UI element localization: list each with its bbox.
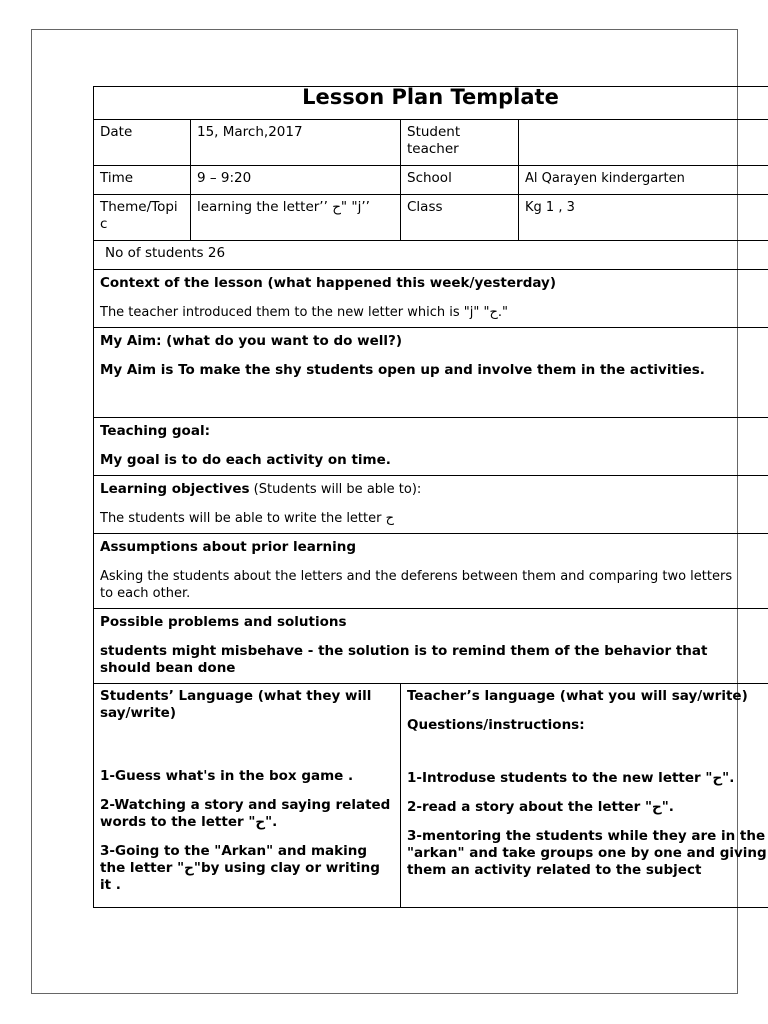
assumptions-label: Assumptions about prior learning [100, 539, 357, 555]
students-language-item: 1-Guess what's in the box game . [100, 768, 354, 784]
theme-value: learning the letter’’ ح" "j’’ [191, 195, 401, 241]
document-title: Lesson Plan Template [94, 87, 768, 120]
context-text: The teacher introduced them to the new letter which is "j" "ح." [100, 305, 509, 320]
teachers-language-item: 2-read a story about the letter "ح". [407, 799, 674, 815]
problems-section [94, 609, 768, 684]
school-label: School [401, 166, 519, 195]
lesson-plan-table [93, 86, 768, 908]
date-label: Date [94, 120, 191, 166]
theme-label: Theme/Topic [94, 195, 191, 241]
student-teacher-label: Student teacher [401, 120, 519, 166]
students-language-item: 3-Going to the "Arkan" and making the letter "ح"by using clay or writing it . [100, 843, 380, 893]
students-language-item: 2-Watching a story and saying related words to the letter "ح". [100, 797, 391, 830]
aim-text: My Aim is To make the shy students open up and involve them in the activities. [100, 362, 705, 378]
time-label: Time [94, 166, 191, 195]
goal-label: Teaching goal: [100, 423, 210, 439]
aim-label: My Aim: (what do you want to do well?) [100, 333, 403, 349]
teachers-language-sublabel: Questions/instructions: [407, 717, 585, 733]
teachers-language-cell [401, 684, 768, 908]
teachers-language-item: 1-Introduse students to the new letter "ح". [407, 770, 735, 786]
aim-section [94, 328, 768, 418]
class-label: Class [401, 195, 519, 241]
date-value: 15, March,2017 [191, 120, 401, 166]
problems-text: students might misbehave - the solution is to remind them of the behavior that should bean done [100, 643, 708, 676]
student-teacher-value [519, 120, 768, 166]
objectives-section [94, 476, 768, 534]
teachers-language-label: Teacher’s language (what you will say/write) [407, 688, 748, 704]
students-language-cell [94, 684, 401, 908]
problems-label: Possible problems and solutions [100, 614, 347, 630]
class-value: Kg 1 , 3 [519, 195, 768, 241]
time-value: 9 – 9:20 [191, 166, 401, 195]
lesson-plan-document [93, 86, 768, 908]
context-label: Context of the lesson (what happened this week/yesterday) [100, 275, 557, 291]
goal-text: My goal is to do each activity on time. [100, 452, 391, 468]
school-value: Al Qarayen kindergarten [519, 166, 768, 195]
context-section [94, 270, 768, 328]
students-language-label: Students’ Language (what they will say/write) [100, 688, 372, 721]
assumptions-section [94, 534, 768, 609]
students-count: No of students 26 [94, 241, 768, 270]
assumptions-text: Asking the students about the letters and the deferens between them and comparing two letters to each other. [100, 569, 733, 601]
objectives-heading [100, 481, 767, 498]
goal-section [94, 418, 768, 476]
objectives-label: Learning objectives [100, 481, 250, 497]
objectives-label-suffix: (Students will be able to): [249, 482, 422, 497]
objectives-text: The students will be able to write the letter ح [100, 511, 395, 526]
teachers-language-item: 3-mentoring the students while they are in the "arkan" and take groups one by one and giving them an activity related to the subject [407, 828, 767, 878]
